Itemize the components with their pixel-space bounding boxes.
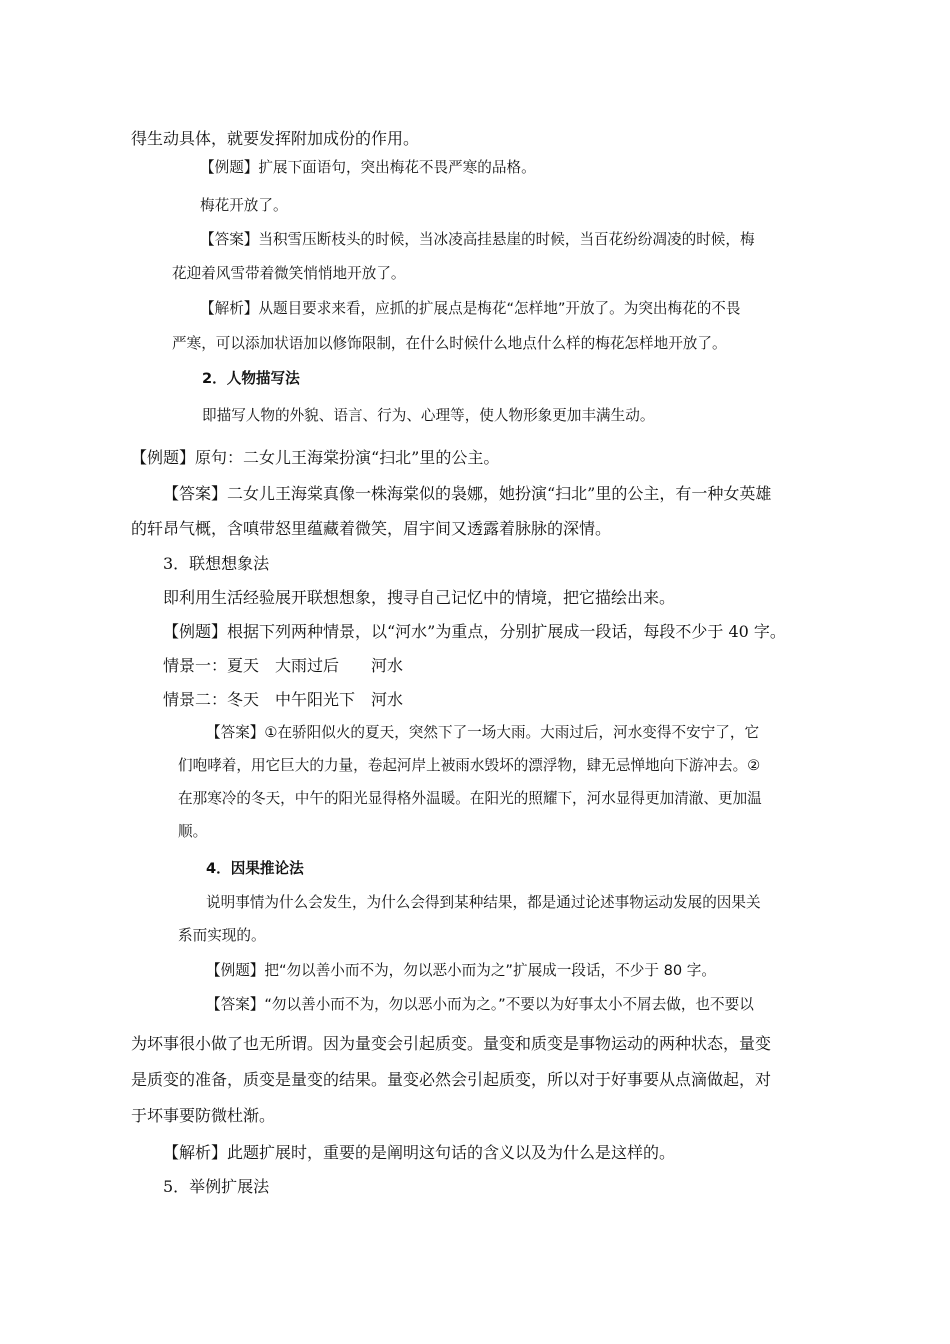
answer-line: 的轩昂气概，含嗔带怒里蕴藏着微笑，眉宇间又透露着脉脉的深情。 [131,519,612,538]
answer-line: 们咆哮着，用它巨大的力量，卷起河岸上被雨水毁坏的漂浮物，肆无忌惮地向下游冲去。② [178,757,761,774]
example-question-line: 【例题】扩展下面语句，突出梅花不畏严寒的品格。 [200,159,536,176]
section-heading: 3．联想想象法 [163,554,270,573]
section-heading: 5．举例扩展法 [163,1177,270,1196]
text-line: 得生动具体，就要发挥附加成份的作用。 [131,129,420,148]
answer-line: 为坏事很小做了也无所谓。因为量变会引起质变。量变和质变是事物运动的两种状态，量变 [131,1034,772,1053]
answer-line: 【答案】二女儿王海棠真像一株海棠似的袅娜，她扮演“扫北”里的公主，有一种女英雄 [163,484,772,503]
scene-line: 情景二：冬天 中午阳光下 河水 [163,690,404,709]
analysis-line: 严寒，可以添加状语加以修饰限制，在什么时候什么地点什么样的梅花怎样地开放了。 [172,335,727,352]
answer-line: 【答案】“勿以善小而不为，勿以恶小而为之。”不要以为好事太小不屑去做，也不要以 [206,996,754,1013]
answer-line: 于坏事要防微杜渐。 [131,1106,276,1125]
answer-line: 是质变的准备，质变是量变的结果。量变必然会引起质变，所以对于好事要从点滴做起，对 [131,1070,772,1089]
answer-line: 【答案】当积雪压断枝头的时候，当冰凌高挂悬崖的时候，当百花纷纷凋凌的时候，梅 [200,231,755,248]
section-heading: 2．人物描写法 [202,370,300,387]
example-question-line: 【例题】把“勿以善小而不为，勿以恶小而为之”扩展成一段话，不少于 80 字。 [206,962,716,979]
analysis-line: 【解析】此题扩展时，重要的是阐明这句话的含义以及为什么是这样的。 [163,1143,676,1162]
text-line: 即描写人物的外貌、语言、行为、心理等，使人物形象更加丰满生动。 [202,407,655,424]
answer-line: 在那寒冷的冬天，中午的阳光显得格外温暖。在阳光的照耀下，河水显得更加清澈、更加温 [178,790,762,807]
section-heading: 4．因果推论法 [206,860,304,877]
example-question-line: 【例题】根据下列两种情景，以“河水”为重点，分别扩展成一段话，每段不少于 40 字。 [163,622,786,641]
text-line: 即利用生活经验展开联想想象，搜寻自己记忆中的情境，把它描绘出来。 [163,588,676,607]
text-line: 说明事情为什么会发生，为什么会得到某种结果，都是通过论述事物运动发展的因果关 [206,894,761,911]
analysis-line: 【解析】从题目要求来看，应抓的扩展点是梅花“怎样地”开放了。为突出梅花的不畏 [200,300,741,317]
example-question-line: 【例题】原句：二女儿王海棠扮演“扫北”里的公主。 [131,448,500,467]
answer-line: 顺。 [178,823,208,840]
scene-line: 情景一：夏天 大雨过后 河水 [163,656,404,675]
text-line: 梅花开放了。 [200,197,288,214]
answer-line: 【答案】①在骄阳似火的夏天，突然下了一场大雨。大雨过后，河水变得不安宁了，它 [206,724,760,741]
answer-line: 花迎着风雪带着微笑悄悄地开放了。 [172,265,406,282]
text-line: 系而实现的。 [178,927,266,944]
